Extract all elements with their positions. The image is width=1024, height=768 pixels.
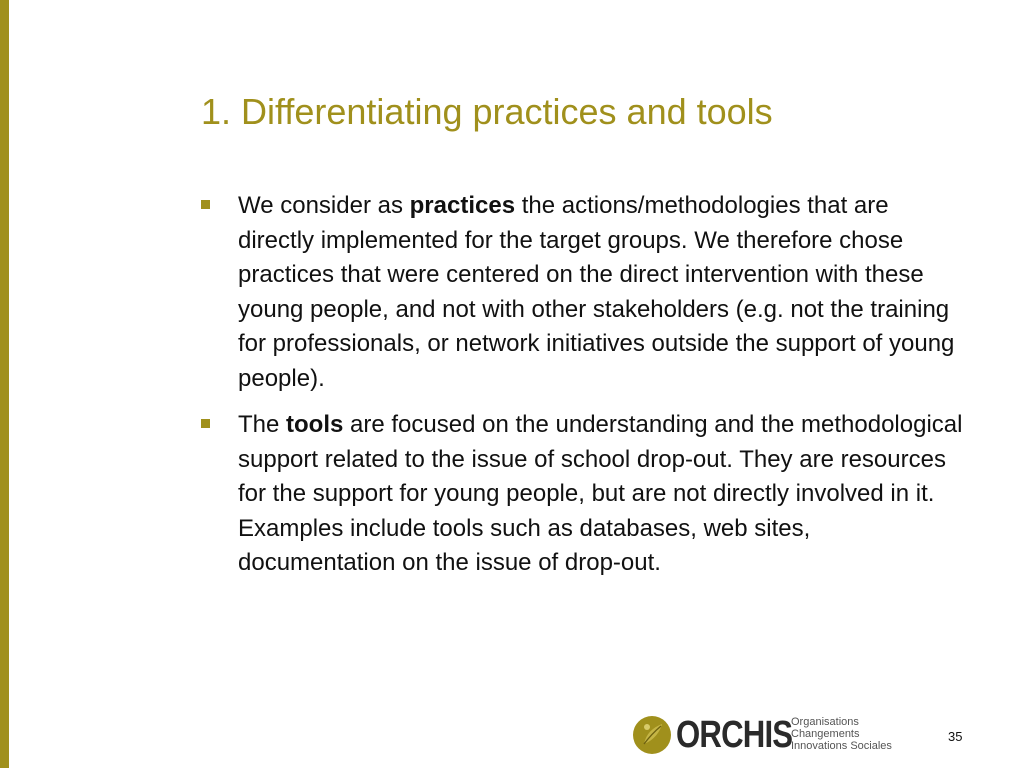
bullet-item-practices: [200, 189, 970, 396]
bullet-list: [200, 189, 970, 593]
logo-wordmark: ORCHIS: [676, 714, 793, 756]
page-number: 35: [948, 729, 963, 744]
leaf-circle-icon: [632, 714, 672, 756]
logo-tagline: Organisations Changements Innovations Sociales: [791, 716, 892, 752]
left-accent-bar: [0, 0, 9, 768]
bold-term: tools: [286, 411, 344, 438]
bullet-text: The tools are focused on the understanding and the methodological support related to the issue of school drop-out. They are resources for the support for young people, but are not directly involved in it. Examples include tools such as databases, web sites, documentation on the issue of drop-out.: [238, 411, 963, 576]
bullet-item-tools: [200, 408, 970, 581]
bold-term: practices: [409, 192, 516, 219]
square-bullet-icon: [201, 200, 210, 209]
orchis-logo: [632, 714, 892, 758]
bullet-text: We consider as practices the actions/methodologies that are directly implemented for the target groups. We therefore chose practices that were centered on the direct intervention with these young people, and not with other stakeholders (e.g. not the training for professionals, or network initiatives outside the support of young people).: [238, 192, 955, 392]
square-bullet-icon: [201, 419, 210, 428]
slide-title: 1. Differentiating practices and tools: [201, 91, 773, 132]
